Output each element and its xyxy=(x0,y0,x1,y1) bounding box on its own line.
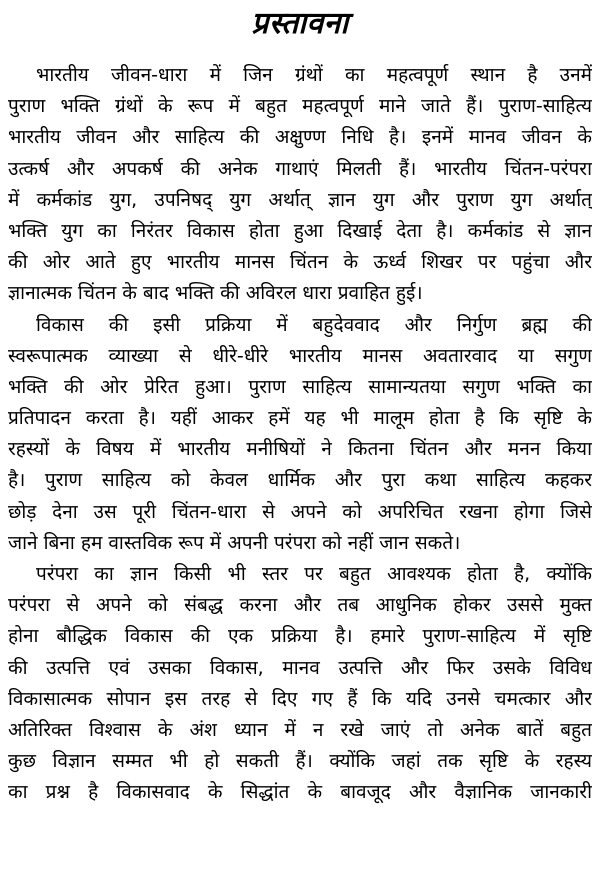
preface-text xyxy=(8,60,592,809)
text-line: होना बौद्धिक विकास की एक प्रक्रिया है। हमारे पुराण-साहित्य में सृष्टि xyxy=(8,625,592,648)
text-line: जाने बिना हम वास्तविक रूप में अपनी परंपरा को नहीं जान सकते। xyxy=(8,531,461,554)
text-line: उत्कर्ष और अपकर्ष की अनेक गाथाएं मिलती हैं। भारतीय चिंतन-परंपरा xyxy=(8,157,592,180)
text-line: छोड़ देना उस पूरी चिंतन-धारा से अपने को अपरिचित रखना होगा जिसे xyxy=(8,500,592,523)
text-line: भारतीय जीवन और साहित्य की अक्षुण्ण निधि है। इनमें मानव जीवन के xyxy=(8,126,592,149)
text-line: रहस्यों के विषय में भारतीय मनीषियों ने कितना चिंतन और मनन किया xyxy=(8,438,592,461)
text-line: है। पुराण साहित्य को केवल धार्मिक और पुरा कथा साहित्य कहकर xyxy=(8,469,592,492)
text-line: स्वरूपात्मक व्याख्या से धीरे-धीरे भारतीय मानस अवतारवाद या सगुण xyxy=(8,344,592,367)
text-line: अतिरिक्त विश्वास के अंश ध्यान में न रखे जाएं तो अनेक बातें बहुत xyxy=(8,718,592,741)
text-line: भक्ति युग का निरंतर विकास होता हुआ दिखाई देता है। कर्मकांड से ज्ञान xyxy=(8,219,592,242)
page-title: प्रस्तावना xyxy=(251,6,349,41)
text-line: भारतीय जीवन-धारा में जिन ग्रंथों का महत्वपूर्ण स्थान है उनमें xyxy=(36,64,592,86)
text-line: की ओर आते हुए भारतीय मानस चिंतन के ऊर्ध्व शिखर पर पहुंचा और xyxy=(8,251,592,274)
text-line: परंपरा का ज्ञान किसी भी स्तर पर बहुत आवश्यक होता है, क्योंकि xyxy=(36,563,592,585)
text-line: विकासात्मक सोपान इस तरह से दिए गए हैं कि यदि उनसे चमत्कार और xyxy=(8,687,592,710)
text-line: की उत्पत्ति एवं उसका विकास, मानव उत्पत्ति और फिर उसके विविध xyxy=(8,656,592,679)
text-line: पुराण भक्ति ग्रंथों के रूप में बहुत महत्वपूर्ण माने जाते हैं। पुराण-साहित्य xyxy=(8,95,592,118)
text-line: भक्ति की ओर प्रेरित हुआ। पुराण साहित्य सामान्यतया सगुण भक्ति का xyxy=(8,375,592,398)
text-line: परंपरा से अपने को संबद्ध करना और तब आधुनिक होकर उससे मुक्त xyxy=(8,594,592,617)
text-line: का प्रश्न है विकासवाद के सिद्धांत के बावजूद और वैज्ञानिक जानकारी xyxy=(8,781,592,804)
text-line: ज्ञानात्मक चिंतन के बाद भक्ति की अविरल धारा प्रवाहित हुई। xyxy=(8,282,423,305)
text-line: प्रतिपादन करता है। यहीं आकर हमें यह भी मालूम होता है कि सृष्टि के xyxy=(8,407,592,430)
text-line: विकास की इसी प्रक्रिया में बहुदेववाद और निर्गुण ब्रह्म की xyxy=(36,313,592,336)
text-line: में कर्मकांड युग, उपनिषद् युग अर्थात् ज्ञान युग और पुराण युग अर्थात् xyxy=(8,188,592,211)
text-line: कुछ विज्ञान सम्मत भी हो सकती हैं। क्योंकि जहां तक सृष्टि के रहस्य xyxy=(8,750,592,773)
